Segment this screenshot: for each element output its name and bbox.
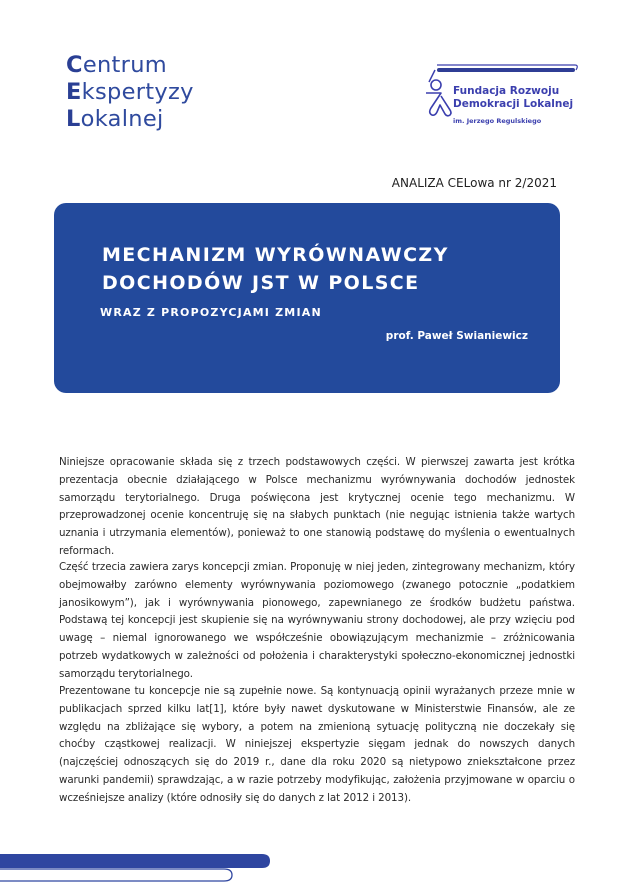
title-line-1: MECHANIZM WYRÓWNAWCZY [102, 244, 449, 266]
body-paragraph-3: Prezentowane tu koncepcje nie są zupełnie nowe. Są kontynuacją opinii wyrażanych przeze mnie w publikacjach sprzed kilku lat[1], które były nawet dyskutowane w Ministerstwie Finansów, ale ze względu na zbliżające się wybory, a potem na zmienioną sytuację polityczną nie doczekały się choćby cząstkowej realizacji. W niniejszej ekspertyzie sięgam jednak do nowszych danych (najczęściej odnoszących się do 2019 r., dane dla roku 2020 są nietypowo zniekształcone przez warunki pandemii) sprawdzając, a w razie potrzeby modyfikując, założenia przyjmowane w oparciu o wcześniejsze analizy (które odnosiły się do danych z lat 2012 i 2013). [59, 685, 575, 804]
author-name: prof. Paweł Swianiewicz [385, 330, 528, 342]
title-banner [54, 203, 560, 393]
cel-logo-line-2 [66, 79, 194, 106]
series-label: ANALIZA CELowa nr 2/2021 [391, 176, 557, 190]
fundacja-subtitle: im. Jerzego Regulskiego [453, 117, 542, 125]
body-paragraph-2: Część trzecia zawiera zarys koncepcji zmian. Proponuję w niej jeden, zintegrowany mechanizm, który obejmowałby zarówno elementy wyrównywania poziomowego (zwanego potocznie „podatkiem janosikowym”), jak i wyrównywania pionowego, zapewnianego ze środków budżetu państwa. Podstawą tej koncepcji jest skupienie się na wyrównywaniu strony dochodowej, ale przy wzięciu pod uwagę – niemal ignorowanego we współcześnie obowiązującym mechanizmie – zróżnicowania potrzeb wydatkowych w zależności od położenia i charakterystyki społeczno-ekonomicznej jednostki samorządu terytorialnego. [59, 561, 575, 680]
cel-logo-initial: C [66, 52, 83, 78]
fundacja-logo [415, 60, 585, 130]
title-line-2: DOCHODÓW JST W POLSCE [102, 272, 420, 294]
footer-decorative-bars [0, 850, 280, 882]
cel-logo-line-3 [66, 106, 194, 133]
cel-logo-text: kspertyzy [81, 79, 194, 105]
fundacja-name-line2: Demokracji Lokalnej [453, 98, 574, 110]
document-title [102, 241, 449, 297]
cel-logo-line-1 [66, 52, 194, 79]
cel-logo-initial: L [66, 106, 81, 132]
fundacja-name-line1: Fundacja Rozwoju [453, 85, 560, 97]
cel-logo-text: entrum [82, 52, 167, 78]
fundacja-text [453, 85, 573, 125]
cel-logo-text: okalnej [80, 106, 164, 132]
body-paragraph-1: Niniejsze opracowanie składa się z trzech podstawowych części. W pierwszej zawarta jest krótka prezentacja obecnie działającego w Polsce mechanizmu wyrównywania dochodów jednostek samorządu terytorialnego. Druga poświęcona jest krytycznej ocenie tego mechanizmu. W przeprowadzonej ocenie koncentruję się na słabych punktach (nie negując istnienia także wartych uznania i utrzymania elementów), ponieważ to one stanowią podstawę do myślenia o ewentualnych reformach. [59, 456, 575, 557]
cel-logo [66, 52, 194, 133]
cel-logo-initial: E [66, 79, 82, 105]
document-subtitle: WRAZ Z PROPOZYCJAMI ZMIAN [100, 306, 322, 319]
